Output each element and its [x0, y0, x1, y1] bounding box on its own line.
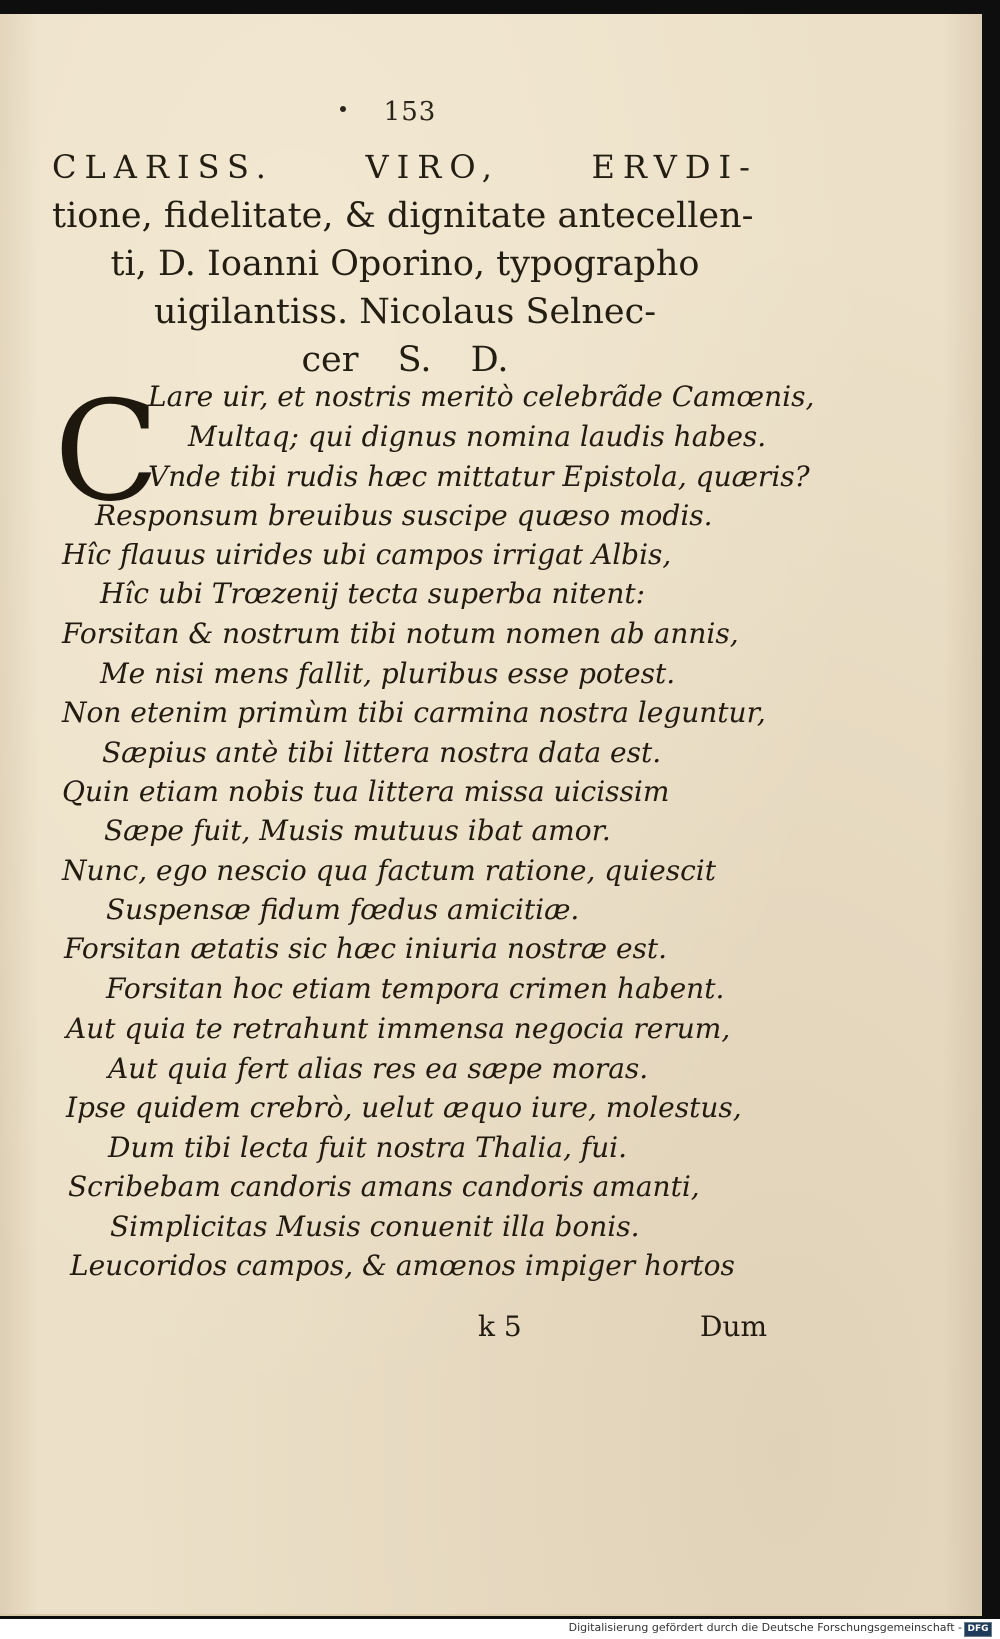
verse-line: Aut quia fert alias res ea sæpe moras. [108, 1052, 649, 1085]
verse-line: Lare uir, et nostris meritò celebrãde Camœnis, [148, 380, 815, 413]
verse-line: Hîc flauus uirides ubi campos irrigat Albis, [62, 538, 672, 571]
verse-line: Sæpe fuit, Musis mutuus ibat amor. [104, 814, 611, 847]
funding-notice: Digitalisierung gefördert durch die Deutsche Forschungsgemeinschaft - [568, 1621, 962, 1634]
heading-caps-word: CLARISS. [52, 148, 274, 186]
heading-line: cer S. D. [301, 340, 509, 380]
verse-line: Me nisi mens fallit, pluribus esse potest. [100, 657, 676, 690]
verse-line: Forsitan ætatis sic hæc iniuria nostræ est. [64, 932, 668, 965]
verse-line: Leucoridos campos, & amœnos impiger hortos [70, 1249, 735, 1282]
verse-line: Simplicitas Musis conuenit illa bonis. [110, 1210, 640, 1243]
verse-line: Multaq; qui dignus nomina laudis habes. [188, 420, 767, 453]
verse-line: Suspensæ fidum fœdus amicitiæ. [106, 893, 580, 926]
verse-line: Nunc, ego nescio qua factum ratione, quiescit [62, 854, 716, 887]
verse-line: Ipse quidem crebrò, uelut æquo iure, molestus, [66, 1091, 742, 1124]
dfg-logo: DFG [964, 1622, 992, 1637]
verse-line: Quin etiam nobis tua littera missa uicissim [62, 775, 670, 808]
dedication-heading [52, 142, 758, 384]
signature-mark: k 5 [478, 1310, 522, 1343]
verse-line: Scribebam candoris amans candoris amanti, [68, 1170, 700, 1203]
heading-line: ti, D. Ioanni Oporino, typographo [110, 244, 700, 284]
verse-line: Hîc ubi Trœzenij tecta superba nitent: [100, 577, 646, 610]
book-page [0, 14, 982, 1616]
catchword: Dum [700, 1310, 768, 1343]
verse-line: Aut quia te retrahunt immensa negocia rerum, [66, 1012, 731, 1045]
footer-bar [0, 1619, 1000, 1639]
heading-caps-line [52, 142, 758, 192]
verse-line: Vnde tibi rudis hæc mittatur Epistola, quæris? [148, 460, 810, 493]
verse-line: Dum tibi lecta fuit nostra Thalia, fui. [108, 1131, 628, 1164]
heading-caps-word: ERVDI- [591, 148, 758, 186]
verse-line: Non etenim primùm tibi carmina nostra leguntur, [62, 696, 766, 729]
heading-line: tione, fidelitate, & dignitate antecellen- [52, 196, 754, 236]
page-number: 153 [383, 97, 437, 127]
verse-line: Forsitan & nostrum tibi notum nomen ab annis, [62, 617, 739, 650]
verse-line: Sæpius antè tibi littera nostra data est. [102, 736, 662, 769]
verse-line: Forsitan hoc etiam tempora crimen habent. [106, 972, 725, 1005]
heading-caps-word: VIRO, [365, 148, 500, 186]
verse-line: Responsum breuibus suscipe quæso modis. [95, 499, 713, 532]
heading-line: uigilantiss. Nicolaus Selnec- [153, 292, 657, 332]
drop-capital: C [54, 371, 160, 532]
